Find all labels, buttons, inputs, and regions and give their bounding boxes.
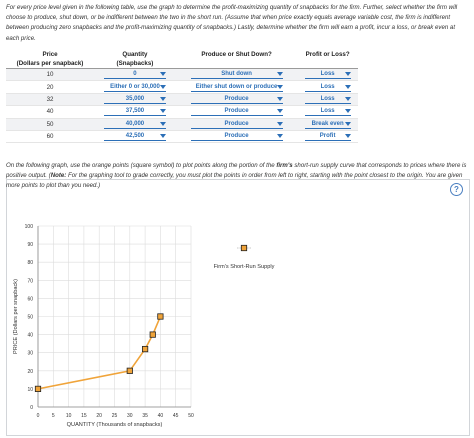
supply-point	[127, 368, 132, 373]
help-icon[interactable]: ?	[450, 183, 463, 196]
produce-shutdown-dropdown[interactable]	[191, 132, 283, 141]
quantity-value: 40,000	[125, 120, 145, 127]
chevron-down-icon	[160, 72, 166, 76]
produce-shutdown-value: Produce	[224, 133, 249, 140]
x-tick-label: 20	[96, 413, 102, 419]
table-row	[6, 130, 358, 142]
col-header-qty: Quantity	[122, 51, 148, 58]
y-tick-label: 0	[30, 405, 33, 411]
produce-shutdown-value: Produce	[224, 95, 249, 102]
profit-loss-dropdown[interactable]	[305, 120, 351, 129]
quantity-dropdown[interactable]	[104, 107, 166, 116]
chevron-down-icon	[160, 85, 166, 89]
x-tick-label: 50	[188, 413, 194, 419]
table-row	[6, 81, 358, 93]
profit-loss-dropdown[interactable]	[305, 83, 351, 92]
table-row	[6, 93, 358, 105]
quantity-value: 0	[133, 71, 137, 78]
y-axis-label: PRICE (Dollars per snapback)	[13, 279, 19, 354]
chevron-down-icon	[160, 122, 166, 126]
chevron-down-icon	[277, 72, 283, 76]
x-tick-label: 40	[157, 413, 164, 419]
table-row	[6, 106, 358, 118]
profit-loss-value: Loss	[320, 108, 335, 115]
produce-shutdown-value: Produce	[224, 120, 249, 127]
x-tick-label: 10	[65, 413, 72, 419]
supply-point	[35, 386, 40, 391]
produce-shutdown-dropdown[interactable]	[191, 70, 283, 79]
produce-shutdown-value: Shut down	[221, 71, 252, 78]
graph-panel	[6, 179, 470, 436]
x-tick-label: 5	[51, 413, 55, 419]
profit-loss-value: Loss	[320, 83, 335, 90]
answer-table	[6, 51, 358, 143]
quantity-value: 42,500	[125, 133, 145, 140]
y-tick-label: 50	[27, 314, 33, 321]
x-tick-label: 0	[36, 413, 40, 419]
quantity-value: 37,500	[125, 108, 145, 115]
chevron-down-icon	[160, 97, 166, 101]
quantity-value: Either 0 or 30,000	[110, 83, 160, 90]
chevron-down-icon	[345, 134, 351, 138]
x-tick-label: 45	[172, 413, 179, 419]
price-cell: 60	[6, 130, 94, 142]
quantity-dropdown[interactable]	[104, 83, 166, 92]
y-tick-label: 90	[27, 242, 33, 249]
profit-loss-value: Profit	[319, 133, 336, 140]
y-tick-label: 40	[27, 332, 33, 339]
col-header-price: Price	[42, 51, 58, 58]
col-header-produce: Produce or Shut Down?	[201, 51, 272, 58]
profit-loss-dropdown[interactable]	[305, 107, 351, 116]
chevron-down-icon	[277, 134, 283, 138]
table-row	[6, 69, 358, 81]
profit-loss-value: Loss	[320, 71, 335, 78]
produce-shutdown-value: Produce	[224, 108, 249, 115]
y-tick-label: 80	[27, 260, 33, 267]
y-tick-label: 20	[27, 368, 33, 375]
profit-loss-dropdown[interactable]	[305, 95, 351, 104]
chevron-down-icon	[277, 122, 283, 126]
profit-loss-dropdown[interactable]	[305, 70, 351, 79]
price-cell: 50	[6, 118, 94, 130]
quantity-dropdown[interactable]	[104, 95, 166, 104]
x-axis-label: QUANTITY (Thousands of snapbacks)	[66, 422, 163, 428]
produce-shutdown-value: Either shut down or produce	[195, 83, 278, 90]
produce-shutdown-dropdown[interactable]	[191, 120, 283, 129]
supply-point	[150, 332, 155, 337]
chevron-down-icon	[277, 85, 283, 89]
profit-loss-value: Break even	[311, 120, 344, 127]
supply-point	[142, 346, 147, 351]
profit-loss-dropdown[interactable]	[305, 132, 351, 141]
y-tick-label: 60	[27, 296, 33, 303]
price-cell: 10	[6, 69, 94, 81]
x-tick-label: 35	[142, 413, 148, 419]
supply-chart[interactable]	[7, 180, 469, 435]
quantity-dropdown[interactable]	[104, 120, 166, 129]
chevron-down-icon	[345, 72, 351, 76]
col-header-profit: Profit or Loss?	[305, 51, 350, 58]
quantity-dropdown[interactable]	[104, 70, 166, 79]
supply-point	[158, 314, 163, 319]
quantity-value: 35,000	[125, 95, 145, 102]
x-tick-label: 30	[127, 413, 133, 419]
y-tick-label: 30	[27, 350, 33, 357]
price-cell: 32	[6, 93, 94, 105]
chevron-down-icon	[277, 97, 283, 101]
table-row	[6, 118, 358, 130]
produce-shutdown-dropdown[interactable]	[191, 83, 283, 92]
legend-label: Firm's Short-Run Supply	[213, 264, 275, 270]
quantity-dropdown[interactable]	[104, 132, 166, 141]
produce-shutdown-dropdown[interactable]	[191, 107, 283, 116]
chevron-down-icon	[160, 109, 166, 113]
graph-instructions: On the following graph, use the orange points (square symbol) to plot points along the portion of the firm's short-run supply curve that corresponds to prices where there is positive output. (Note: For the graphing tool to grade correctly, you must plot the points in order from left to right, starting with the point closest to the origin. You are given more points to plot than you need.)	[6, 162, 467, 190]
col-subheader-price: (Dollars per snapback)	[6, 60, 94, 69]
profit-loss-value: Loss	[320, 95, 335, 102]
y-tick-label: 100	[24, 224, 33, 230]
chevron-down-icon	[345, 97, 351, 101]
instructions-text: For every price level given in the following table, use the graph to determine the profit-maximizing quantity of snapbacks for the firm. Further, select whether the firm will choose to produce, shut down, or be indifferent between the two in the short run. (Assume that when price exactly equals average variable cost, the firm is indifferent between producing zero snapbacks and the profit-maximizing quantity of snapbacks.) Lastly, determine whether the firm will earn a profit, incur a loss, or break even at each price.	[6, 4, 458, 42]
chevron-down-icon	[345, 122, 351, 126]
x-tick-label: 15	[81, 413, 87, 419]
chevron-down-icon	[345, 109, 351, 113]
y-tick-label: 10	[27, 386, 33, 393]
y-tick-label: 70	[27, 278, 33, 285]
price-cell: 40	[6, 106, 94, 118]
produce-shutdown-dropdown[interactable]	[191, 95, 283, 104]
col-subheader-qty: (Snapbacks)	[94, 60, 176, 69]
chevron-down-icon	[345, 85, 351, 89]
chevron-down-icon	[277, 109, 283, 113]
x-tick-label: 25	[111, 413, 118, 419]
price-cell: 20	[6, 81, 94, 93]
chevron-down-icon	[160, 134, 166, 138]
legend-marker	[241, 245, 246, 250]
